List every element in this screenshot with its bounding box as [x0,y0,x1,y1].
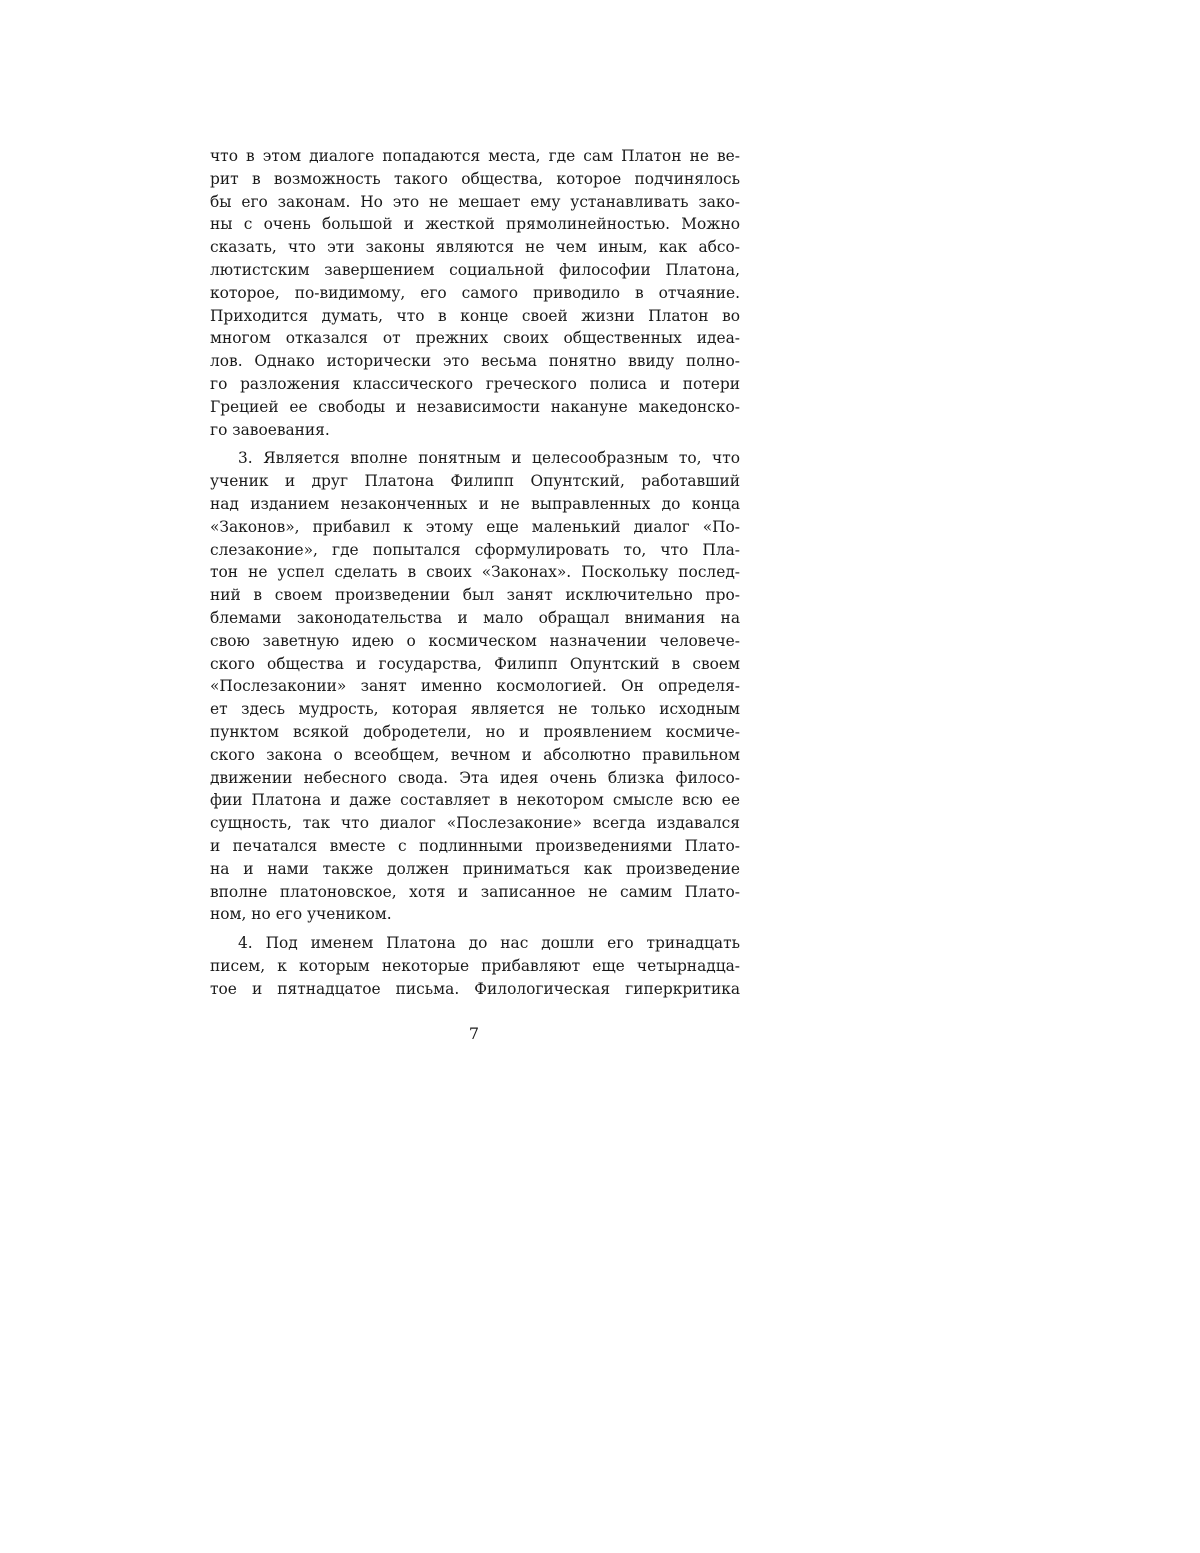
text-line: ны с очень большой и жесткой прямолинейностью. Можно [210,215,740,234]
paragraph [210,447,740,926]
text-line: пунктом всякой добродетели, но и проявлением космиче- [210,722,740,741]
text-line: «Послезаконии» занят именно космологией. Он определя- [210,677,740,696]
text-line: слезаконие», где попытался сформулировать то, что Пла- [210,540,740,559]
text-line: ном, но его учеником. [210,905,392,924]
text-line: тое и пятнадцатое письма. Филологическая гиперкритика [210,979,740,998]
text-line: ет здесь мудрость, которая является не только исходным [210,700,740,719]
paragraph [210,145,740,441]
text-line: «Законов», прибавил к этому еще маленький диалог «По- [210,517,740,536]
text-line: тон не успел сделать в своих «Законах». Поскольку послед- [210,563,740,582]
text-line: движении небесного свода. Эта идея очень близка филосо- [210,768,740,787]
text-line: 4. Под именем Платона до нас дошли его тринадцать [238,934,740,953]
page-number: 7 [468,1024,480,1043]
text-line: многом отказался от прежних своих общественных идеа- [210,329,740,348]
text-line: ского общества и государства, Филипп Опунтский в своем [210,654,740,673]
text-line: ского закона о всеобщем, вечном и абсолютно правильном [210,745,740,764]
text-line: и печатался вместе с подлинными произведениями Плато- [210,836,740,855]
text-line: фии Платона и даже составляет в некотором смысле всю ее [210,791,740,810]
text-line: рит в возможность такого общества, которое подчинялось [210,169,740,188]
text-line: писем, к которым некоторые прибавляют еще четырнадца- [210,956,740,975]
text-line: которое, по-видимому, его самого приводило в отчаяние. [210,283,740,302]
text-line: блемами законодательства и мало обращал внимания на [210,608,740,627]
text-line: вполне платоновское, хотя и записанное не самим Плато- [210,882,740,901]
text-line: лов. Однако исторически это весьма понятно ввиду полно- [210,352,740,371]
text-line: бы его законам. Но это не мешает ему устанавливать зако- [210,192,740,211]
paragraph [210,932,740,1000]
text-line: Приходится думать, что в конце своей жизни Платон во [210,306,740,325]
text-line: ученик и друг Платона Филипп Опунтский, работавший [210,472,740,491]
text-line: го разложения классического греческого полиса и потери [210,374,740,393]
text-line: сказать, что эти законы являются не чем иным, как абсо- [210,238,740,257]
text-line: 3. Является вполне понятным и целесообразным то, что [238,449,740,468]
text-line: Грецией ее свободы и независимости накануне македонско- [210,397,740,416]
text-line: на и нами также должен приниматься как произведение [210,859,740,878]
text-line: над изданием незаконченных и не выправленных до конца [210,494,740,513]
text-line: сущность, так что диалог «Послезаконие» всегда издавался [210,814,740,833]
text-line: ний в своем произведении был занят исключительно про- [210,586,740,605]
text-line: свою заветную идею о космическом назначении человече- [210,631,740,650]
text-line: лютистским завершением социальной философии Платона, [210,260,740,279]
text-line: го завоевания. [210,420,330,439]
text-line: что в этом диалоге попадаются места, где сам Платон не ве- [210,147,740,165]
body-text [210,145,740,1000]
